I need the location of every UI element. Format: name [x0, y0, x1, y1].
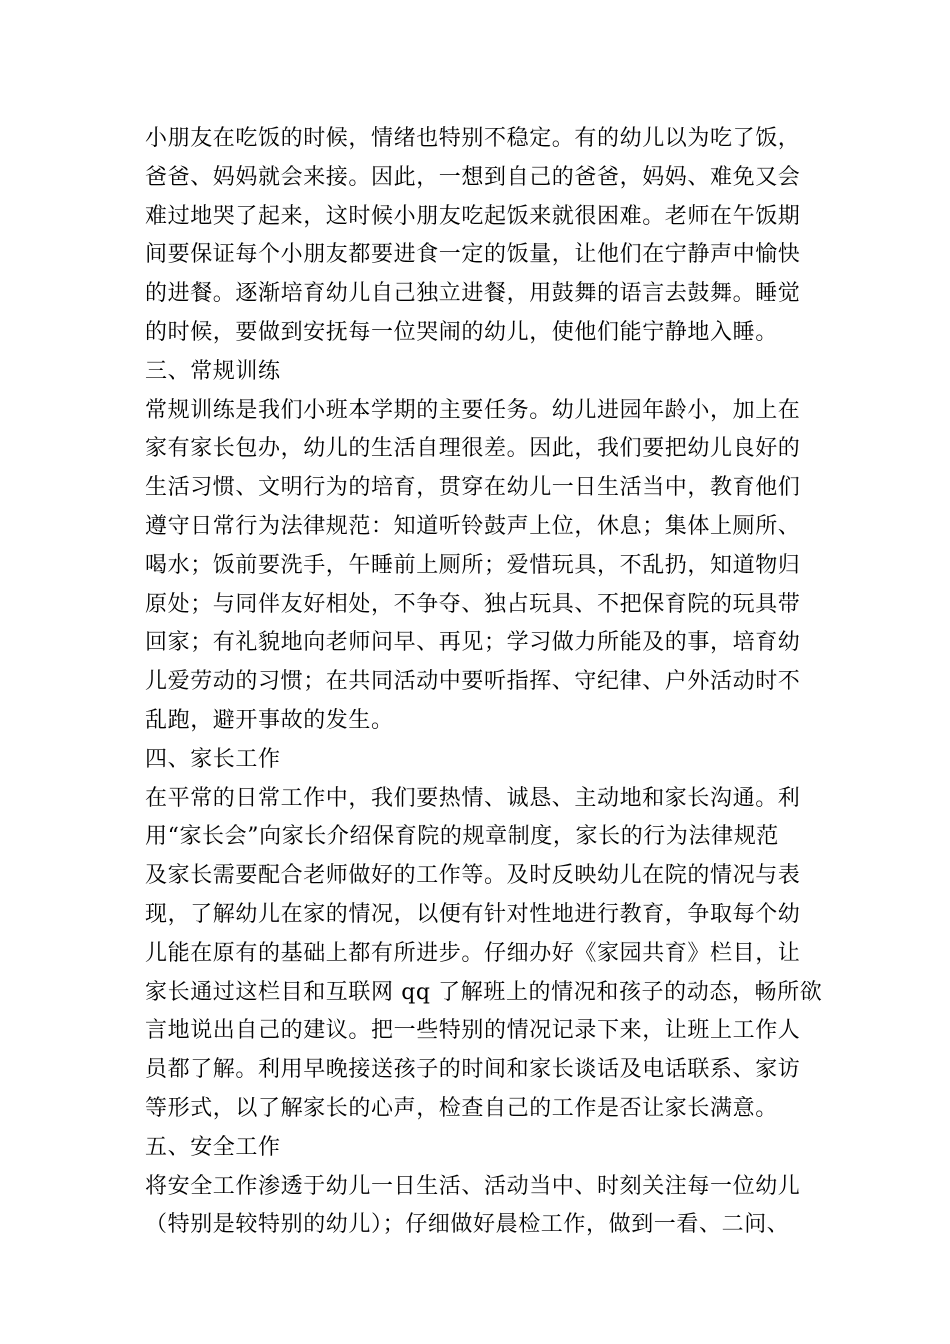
- body-line: 家长通过这栏目和互联网 qq 了解班上的情况和孩子的动态，畅所欲: [145, 979, 823, 1005]
- body-line: 在平常的日常工作中，我们要热情、诚恳、主动地和家长沟通。利: [145, 785, 801, 811]
- body-line: 的进餐。逐渐培育幼儿自己独立进餐，用鼓舞的语言去鼓舞。睡觉: [145, 281, 801, 307]
- body-line: 言地说出自己的建议。把一些特别的情况记录下来，让班上工作人: [145, 1018, 801, 1044]
- document-body: [145, 120, 823, 1245]
- body-line: 间要保证每个小朋友都要进食一定的饭量，让他们在宁静声中愉快: [145, 242, 801, 268]
- body-line: 用“家长会”向家长介绍保育院的规章制度，家长的行为法律规范: [145, 824, 779, 850]
- body-line: 的时候，要做到安抚每一位哭闹的幼儿，使他们能宁静地入睡。: [145, 319, 778, 345]
- body-line: （特别是较特别的幼儿）；仔细做好晨检工作，做到一看、二问、: [145, 1212, 790, 1238]
- body-line: 常规训练是我们小班本学期的主要任务。幼儿进园年龄小，加上在: [145, 397, 801, 423]
- body-line: 员都了解。利用早晚接送孩子的时间和家长谈话及电话联系、家访: [145, 1057, 801, 1083]
- body-line: 遵守日常行为法律规范：知道听铃鼓声上位，休息；集体上厕所、: [145, 513, 801, 539]
- body-line: 爸爸、妈妈就会来接。因此，一想到自己的爸爸，妈妈、难免又会: [145, 164, 801, 190]
- body-line: 喝水；饭前要洗手，午睡前上厕所；爱惜玩具，不乱扔，知道物归: [145, 552, 801, 578]
- body-line: 等形式，以了解家长的心声，检查自己的工作是否让家长满意。: [145, 1095, 778, 1121]
- body-line: 原处；与同伴友好相处，不争夺、独占玩具、不把保育院的玩具带: [145, 591, 801, 617]
- body-line: 生活习惯、文明行为的培育，贯穿在幼儿一日生活当中，教育他们: [145, 475, 801, 501]
- body-line: 现，了解幼儿在家的情况，以便有针对性地进行教育，争取每个幼: [145, 901, 801, 927]
- body-line: 儿爱劳动的习惯；在共同活动中要听指挥、守纪律、户外活动时不: [145, 669, 801, 695]
- body-line: 乱跑，避开事故的发生。: [145, 707, 394, 733]
- section-heading: 五、安全工作: [145, 1134, 281, 1160]
- body-line: 儿能在原有的基础上都有所进步。仔细办好《家园共育》栏目，让: [145, 940, 801, 966]
- section-heading: 三、常规训练: [145, 358, 281, 384]
- body-line: 小朋友在吃饭的时候，情绪也特别不稳定。有的幼儿以为吃了饭，: [145, 126, 801, 151]
- body-line: 难过地哭了起来，这时候小朋友吃起饭来就很困难。老师在午饭期: [145, 203, 801, 229]
- body-line: 家有家长包办，幼儿的生活自理很差。因此，我们要把幼儿良好的: [145, 436, 801, 462]
- body-line: 将安全工作渗透于幼儿一日生活、活动当中、时刻关注每一位幼儿: [145, 1173, 801, 1199]
- section-heading: 四、家长工作: [145, 746, 281, 772]
- body-line: 回家；有礼貌地向老师问早、再见；学习做力所能及的事，培育幼: [145, 630, 801, 656]
- body-line: 及家长需要配合老师做好的工作等。及时反映幼儿在院的情况与表: [145, 863, 801, 889]
